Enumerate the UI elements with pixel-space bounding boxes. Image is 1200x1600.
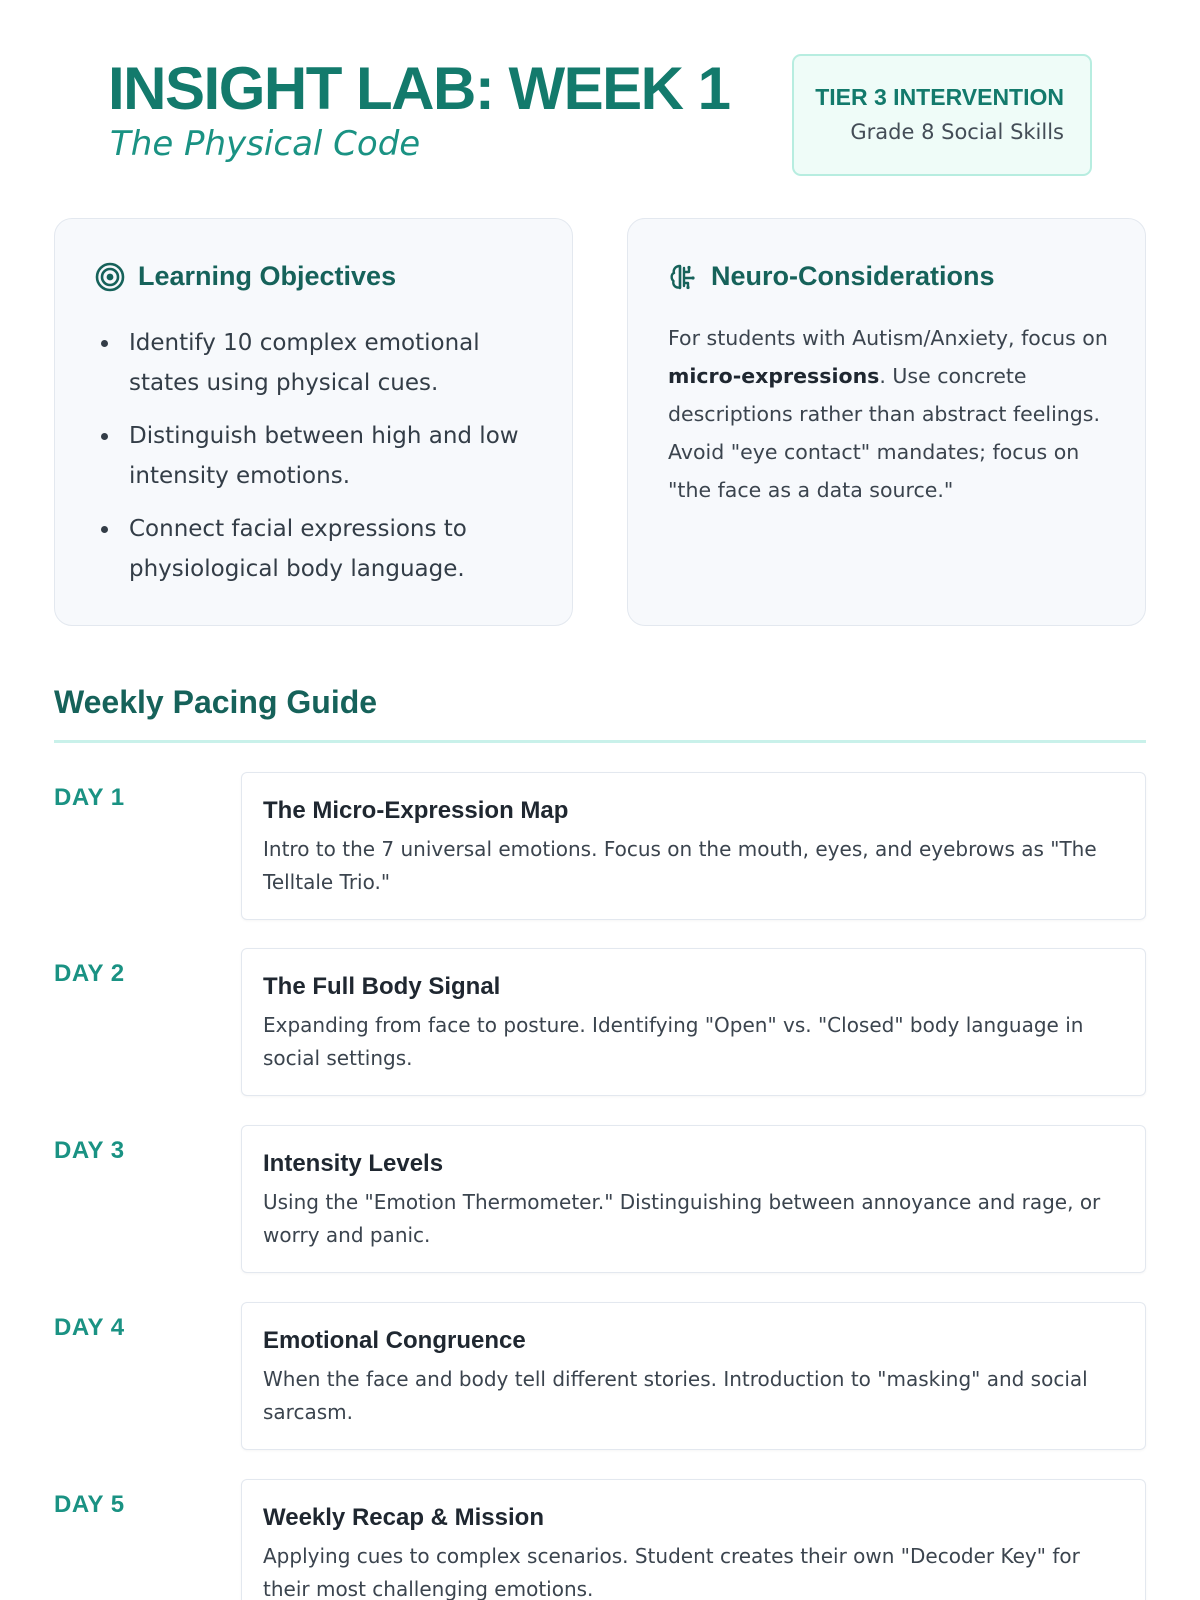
- day-description: Intro to the 7 universal emotions. Focus on the mouth, eyes, and eyebrows as "The Telltale Trio.": [263, 837, 1097, 894]
- learning-objectives-card: [54, 218, 573, 626]
- day-label: DAY 3: [54, 1137, 125, 1164]
- day-title: Weekly Recap & Mission: [263, 1504, 544, 1531]
- day-card: [241, 1479, 1146, 1600]
- day-row: [54, 1302, 1146, 1452]
- day-label: DAY 2: [54, 960, 125, 987]
- day-label: DAY 1: [54, 784, 125, 811]
- day-title: The Full Body Signal: [263, 973, 501, 1000]
- day-row: [54, 1479, 1146, 1600]
- neuro-considerations-card: [627, 218, 1146, 626]
- overview-cards: [54, 218, 1146, 626]
- neuro-text-emphasis: micro-expressions: [668, 364, 880, 388]
- neuro-text-before: For students with Autism/Anxiety, focus on: [668, 326, 1108, 350]
- day-label: DAY 5: [54, 1491, 125, 1518]
- day-row: [54, 1125, 1146, 1275]
- day-title: Intensity Levels: [263, 1150, 444, 1177]
- objectives-list: [99, 323, 542, 602]
- neuro-considerations-title: Neuro-Considerations: [711, 261, 995, 291]
- day-label: DAY 4: [54, 1314, 125, 1341]
- neuro-considerations-text: [668, 319, 1109, 509]
- day-title: The Micro-Expression Map: [263, 797, 569, 824]
- tier-badge: [792, 54, 1092, 176]
- learning-objectives-title: Learning Objectives: [138, 261, 397, 291]
- pacing-guide-title: Weekly Pacing Guide: [54, 684, 378, 720]
- tier-title: TIER 3 INTERVENTION: [815, 84, 1064, 110]
- day-row: [54, 948, 1146, 1098]
- day-card: [241, 772, 1146, 920]
- page-subtitle: The Physical Code: [110, 124, 421, 164]
- objective-item: Distinguish between high and low intensity emotions.: [99, 416, 542, 496]
- day-card: [241, 948, 1146, 1096]
- day-card: [241, 1302, 1146, 1450]
- day-description: Applying cues to complex scenarios. Student creates their own "Decoder Key" for their most challenging emotions.: [263, 1544, 1080, 1600]
- day-card: [241, 1125, 1146, 1273]
- day-description: Expanding from face to posture. Identifying "Open" vs. "Closed" body language in social settings.: [263, 1013, 1084, 1070]
- learning-objectives-header: [95, 261, 396, 292]
- objective-item: Connect facial expressions to physiological body language.: [99, 509, 542, 589]
- page-header: [54, 0, 1146, 218]
- tier-subtitle: Grade 8 Social Skills: [850, 120, 1064, 144]
- day-description: Using the "Emotion Thermometer." Distinguishing between annoyance and rage, or worry and panic.: [263, 1190, 1101, 1247]
- objective-item: Identify 10 complex emotional states using physical cues.: [99, 323, 542, 403]
- day-description: When the face and body tell different stories. Introduction to "masking" and social sarcasm.: [263, 1367, 1088, 1424]
- section-divider: [54, 740, 1146, 743]
- day-row: [54, 772, 1146, 922]
- target-icon: [95, 262, 125, 292]
- day-title: Emotional Congruence: [263, 1327, 526, 1354]
- brain-icon: [668, 262, 698, 292]
- neuro-considerations-header: [668, 261, 995, 292]
- page-title: INSIGHT LAB: WEEK 1: [108, 55, 730, 122]
- neuro-text-after: . Use concrete descriptions rather than abstract feelings. Avoid "eye contact" mandates; focus on "the face as a data source.": [668, 364, 1101, 502]
